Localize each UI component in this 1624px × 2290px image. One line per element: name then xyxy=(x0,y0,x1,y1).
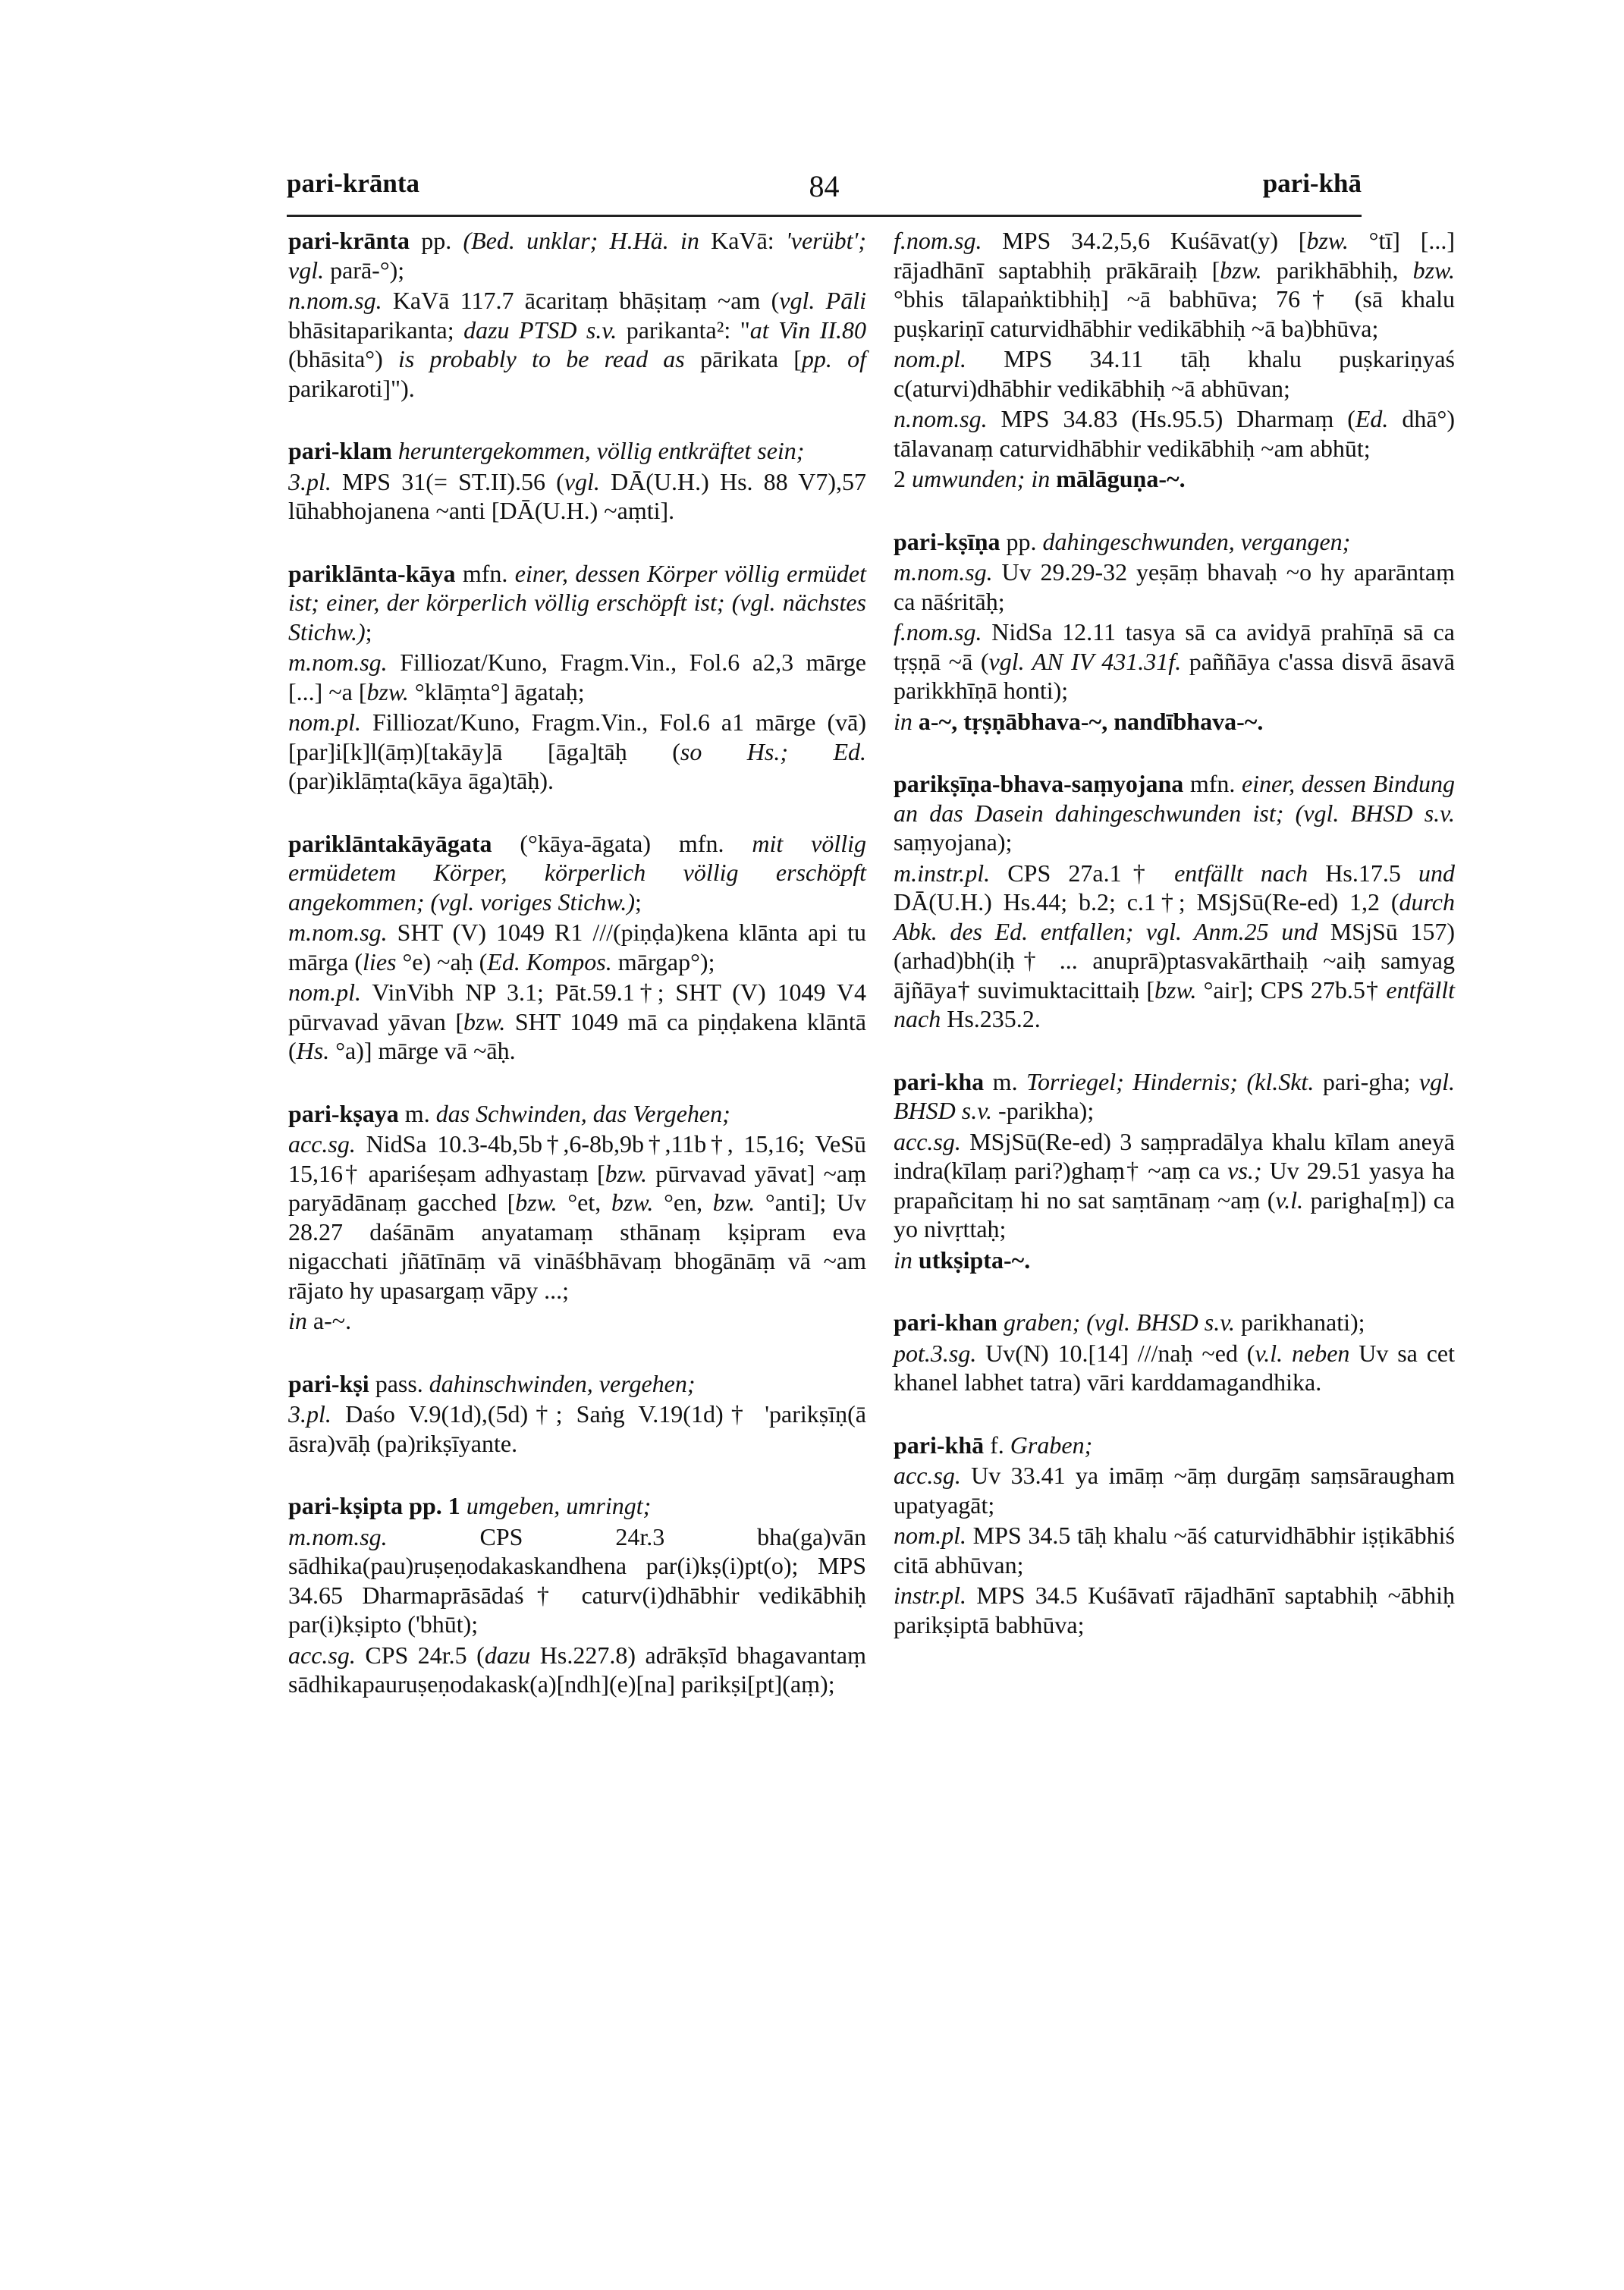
entry-pari-kha-f xyxy=(894,1431,1455,1640)
headword: pari-khā xyxy=(894,1431,985,1459)
definition: 'verübt'; vgl. xyxy=(288,227,867,284)
text: KaVā 117.7 ācaritaṃ bhāṣitaṃ ~am ( xyxy=(382,287,780,314)
citation xyxy=(288,708,866,796)
definition: einer, dessen Körper völlig ermüdet ist; einer, der körperlich völlig erschöpft ist; (vgl. nächstes Stichw.) xyxy=(288,559,867,646)
in-label: in xyxy=(894,707,913,735)
citation xyxy=(894,404,1455,463)
citation xyxy=(288,978,866,1066)
definition: einer, dessen Bindung an das Dasein dahingeschwunden ist; (vgl. BHSD s.v. xyxy=(894,770,1456,827)
text: Daśo V.9(1d),(5d)†; Saṅg V.19(1d)† 'parikṣīṇ(ā āsra)vāḥ (pa)rikṣīyante. xyxy=(288,1400,866,1457)
text: pari-gha; xyxy=(1314,1067,1419,1095)
definition: dahingeschwunden, vergangen; xyxy=(1042,527,1351,555)
entry-pariklanta-kaya xyxy=(288,559,866,796)
left-column xyxy=(288,226,866,1732)
definition: heruntergekommen, völlig entkräftet sein; xyxy=(391,437,805,464)
citation xyxy=(288,467,866,526)
text: °e) ~aḥ ( xyxy=(396,947,488,975)
text: MSjSū 157) (arhad)bh(iḥ† ... anuprā)ptasvakārthaiḥ ~aiḥ samyag ājñāya† suvimuktacittaiḥ [ xyxy=(894,917,1456,1004)
compound: utkṣipta-~. xyxy=(912,1246,1031,1274)
pos: pp. xyxy=(410,227,463,254)
grammar-label: nom.pl. xyxy=(894,1522,966,1549)
text: CPS 24r.3 bha(ga)vān sādhika(pau)ruṣeṇodakaskandhena par(i)kṣ(i)pt(o); MPS 34.65 Dharmaprāsādaś† caturv(i)dhābhir vedikābhiḥ par(i)kṣipto ('bhūt); xyxy=(288,1522,866,1638)
definition: mit völlig ermüdetem Körper, körperlich völlig erschöpft angekommen; (vgl. voriges Stichw.) xyxy=(288,829,867,916)
ref: v.l. neben xyxy=(1255,1339,1350,1367)
citation xyxy=(288,1399,866,1458)
entry-pari-klam xyxy=(288,436,866,526)
text: DĀ(U.H.) Hs.44; b.2; c.1†; MSjSū(Re-ed) 1,2 ( xyxy=(894,888,1399,916)
ref: bzw. xyxy=(366,677,409,705)
grammar-label: nom.pl. xyxy=(288,708,361,736)
text: SHT 1049 mā ca piṇḍakena klāntā ( xyxy=(288,1007,867,1064)
right-column xyxy=(894,226,1455,1673)
text: parikhābhiḥ, xyxy=(1261,256,1413,284)
citation xyxy=(894,859,1455,1034)
ref: bzw. xyxy=(605,1159,648,1187)
definition: (Bed. unklar; H.Hä. in xyxy=(463,227,699,254)
entry-pari-kranta xyxy=(288,226,866,403)
ref: bzw. xyxy=(712,1189,755,1216)
ref: pp. of xyxy=(801,345,867,372)
ref: entfällt nach xyxy=(1174,859,1308,887)
ref: is probably to be read as xyxy=(397,345,685,372)
text: Uv 33.41 ya imāṃ ~āṃ durgāṃ saṃsāraugham upatyagāt; xyxy=(894,1462,1455,1519)
text: MPS 34.5 tāḥ khalu ~āś caturvidhābhir iṣṭikābhiś citā abhūvan; xyxy=(894,1522,1455,1578)
text: °anti]; Uv 28.27 daśānām anyatamaṃ sthānaṃ kṣipram eva nigacchati jñātīnāṃ vā vināśbhāvaṃ bhogānāṃ vā ~am rājato hy upasargaṃ vāpy ...; xyxy=(288,1189,867,1304)
text: bhāsitaparikanta; xyxy=(288,316,464,344)
ref: durch Abk. des Ed. entfallen; vgl. Anm.25 und xyxy=(894,888,1455,945)
grammar-label: m.nom.sg. xyxy=(288,649,388,676)
ref: dazu PTSD s.v. xyxy=(463,316,617,344)
text: -parikha); xyxy=(992,1097,1095,1124)
pos: mfn. xyxy=(455,559,515,587)
page-number: 84 xyxy=(809,169,840,203)
text: °bhis tālapaṅktibhiḥ] ~ā babhūva; 76† (sā khalu puṣkariṇī caturvidhābhir vedikābhiḥ ~ā ba)bhūva; xyxy=(894,285,1455,342)
in-label: in xyxy=(894,1246,913,1274)
citation xyxy=(894,1581,1455,1639)
definition: das Schwinden, das Vergehen; xyxy=(435,1099,730,1127)
text: °a)] mārge vā ~āḥ. xyxy=(329,1037,516,1064)
compound: mālāguṇa-~. xyxy=(1050,465,1186,492)
grammar-label: n.nom.sg. xyxy=(894,405,988,432)
text: parikanta²: " xyxy=(617,316,750,344)
headword: pari-kṣīṇa xyxy=(894,527,1000,555)
text: Uv sa cet khanel labhet tatra) vāri karddamagandhika. xyxy=(894,1339,1456,1396)
text: MPS 31(= ST.II).56 ( xyxy=(331,467,564,495)
ref: bzw. xyxy=(611,1189,654,1216)
grammar-label: m.nom.sg. xyxy=(894,558,993,586)
text: CPS 27a.1† xyxy=(990,859,1175,887)
text: Filliozat/Kuno, Fragm.Vin., Fol.6 a1 mārge (vā) [par]i[k]l(āṃ)[takāy]ā [āga]tāḥ ( xyxy=(288,708,866,765)
grammar-label: 3.pl. xyxy=(288,1400,331,1428)
text: NidSa 10.3-4b,5b†,6-8b,9b†,11b†, 15,16; VeSū 15,16† apariśeṣam adhyastaṃ [ xyxy=(288,1130,866,1187)
entry-pari-ksipta xyxy=(288,1491,866,1699)
text: Uv 29.51 yasya ha prapañcitaṃ hi no sat saṃtānaṃ ~aṃ ( xyxy=(894,1157,1456,1214)
text: (par)iklāṃta(kāya āga)tāḥ). xyxy=(288,767,554,794)
text: Uv 29.29-32 yeṣāṃ bhavaḥ ~o hy aparāntaṃ ca nāśritāḥ; xyxy=(894,558,1455,615)
headword: pari-kha xyxy=(894,1067,985,1095)
ref: bzw. xyxy=(1412,256,1455,284)
citation xyxy=(894,617,1455,705)
text: Hs.227.8) adrākṣīd bhagavantaṃ sādhikapauruṣeṇodakask(a)[ndh](e)[na] parikṣi[pt](aṃ); xyxy=(288,1641,867,1698)
grammar-label: m.nom.sg. xyxy=(288,919,388,946)
headword: pariklānta-kāya xyxy=(288,559,456,587)
text: (bhāsita°) xyxy=(288,345,398,372)
headword: pari-khan xyxy=(894,1308,997,1336)
compound-list xyxy=(894,707,1455,737)
citation xyxy=(894,1521,1455,1579)
text: parikaroti]"). xyxy=(288,374,415,402)
text: MSjSū(Re-ed) 3 saṃpradālya khalu kīlam aneyā indra(kīlaṃ pari?)ghaṃ† ~aṃ ca xyxy=(894,1127,1455,1184)
text: °en, xyxy=(653,1189,713,1216)
entry-lemma xyxy=(288,559,866,647)
header-rule xyxy=(287,215,1362,217)
ref: bzw. xyxy=(1154,975,1197,1004)
grammar-label: nom.pl. xyxy=(288,979,361,1006)
citation xyxy=(894,1339,1455,1397)
entry-lemma xyxy=(894,769,1455,857)
ref: v.l. xyxy=(1275,1186,1304,1214)
grammar-label: acc.sg. xyxy=(288,1130,356,1158)
text: parā-°); xyxy=(324,256,405,284)
citation xyxy=(288,648,866,706)
text: MPS 34.5 Kuśāvatī rājadhānī saptabhiḥ ~ābhiḥ parikṣiptā babhūva; xyxy=(894,1582,1455,1638)
text: Hs.235.2. xyxy=(941,1005,1041,1032)
grammar-label: acc.sg. xyxy=(894,1462,961,1489)
ref: vgl. BHSD s.v. xyxy=(894,1067,1456,1124)
entry-pariklantakayagata xyxy=(288,829,866,1066)
entry-lemma xyxy=(894,1308,1455,1337)
grammar-label: m.nom.sg. xyxy=(288,1522,388,1550)
ref: vgl. Pāli xyxy=(779,287,867,314)
citation xyxy=(894,344,1455,403)
compound: a-~, tṛṣṇābhava-~, nandībhava-~. xyxy=(912,707,1264,735)
ref: Hs. xyxy=(296,1037,330,1064)
entry-pari-ksi xyxy=(288,1369,866,1459)
ref: lies xyxy=(363,947,397,975)
ref: Ed. xyxy=(1355,405,1389,432)
text: dhā°) tālavanaṃ caturvidhābhir vedikābhiḥ ~am abhūt; xyxy=(894,405,1456,462)
entry-lemma xyxy=(288,226,866,284)
headword: pari-kṣaya xyxy=(288,1099,399,1127)
pos: m. xyxy=(984,1067,1027,1095)
entry-pariksina-bhava-samyojana xyxy=(894,769,1455,1034)
entry-lemma xyxy=(288,1099,866,1129)
text: CPS 24r.5 ( xyxy=(355,1641,485,1669)
citation xyxy=(288,1129,866,1305)
running-header xyxy=(287,168,1362,214)
pos: pp. xyxy=(1000,527,1043,555)
header-right-headword: pari-khā xyxy=(1262,168,1362,198)
text: KaVā: xyxy=(699,227,786,254)
entry-lemma xyxy=(288,1369,866,1399)
grammar-label: nom.pl. xyxy=(894,345,966,372)
text: mārgap°); xyxy=(611,947,715,975)
citation xyxy=(288,1641,866,1699)
text: pūrvavad yāvat] ~aṃ paryādānaṃ gacched [ xyxy=(288,1159,866,1216)
text: MPS 34.83 (Hs.95.5) Dharmaṃ ( xyxy=(987,405,1355,432)
grammar-label: instr.pl. xyxy=(894,1582,967,1609)
pos: pp. 1 xyxy=(403,1492,466,1519)
pos: m. xyxy=(398,1099,436,1127)
ref: at Vin II.80 xyxy=(749,316,867,344)
text: Hs.17.5 xyxy=(1308,859,1419,887)
definition: umgeben, umringt; xyxy=(466,1492,652,1519)
ref: bzw. xyxy=(1306,227,1349,254)
headword: parikṣīṇa-bhava-saṃyojana xyxy=(894,770,1184,797)
ref: und xyxy=(1418,859,1456,887)
text: paññāya c'assa disvā āsavā parikkhīṇā honti); xyxy=(894,647,1455,704)
grammar-label: 3.pl. xyxy=(288,467,331,495)
text: °et, xyxy=(557,1189,611,1216)
text: ; xyxy=(635,887,642,916)
grammar-label: f.nom.sg. xyxy=(894,227,982,254)
text: MPS 34.11 tāḥ khalu puṣkariṇyaś c(aturvi)dhābhir vedikābhiḥ ~ā abhūvan; xyxy=(894,345,1455,402)
grammar-label: m.instr.pl. xyxy=(894,859,991,887)
definition: Torriegel; Hindernis; (kl.Skt. xyxy=(1026,1067,1315,1095)
text: °tī] [...] rājadhānī saptabhiḥ prākāraiḥ [ xyxy=(894,227,1456,284)
headword: pariklāntakāyāgata xyxy=(288,829,492,857)
ref: entfällt nach xyxy=(894,975,1456,1032)
headword: pari-kṣi xyxy=(288,1369,369,1397)
text: saṃyojana); xyxy=(894,828,1013,856)
text: DĀ(U.H.) Hs. 88 V7),57 lūhabhojanena ~anti [DĀ(U.H.) ~aṃti]. xyxy=(288,467,867,524)
ref: vs.; xyxy=(1227,1157,1262,1184)
entry-lemma xyxy=(288,436,866,466)
text: VinVibh NP 3.1; Pāt.59.1†; SHT (V) 1049 V4 pūrvavad yāvan [ xyxy=(288,979,866,1035)
entry-lemma xyxy=(288,1491,866,1521)
text: ; xyxy=(365,617,372,646)
citation xyxy=(288,1522,866,1639)
text: °klāṃta°] āgataḥ; xyxy=(408,677,585,705)
ref: vgl. xyxy=(564,467,600,495)
ref: bzw. xyxy=(463,1007,506,1035)
sense-2 xyxy=(894,464,1455,494)
headword: pari-krānta xyxy=(288,227,410,254)
compound-list xyxy=(894,1246,1455,1275)
ref: dazu xyxy=(484,1641,531,1669)
text: °air]; CPS 27b.5† xyxy=(1196,975,1387,1004)
in-label: in xyxy=(288,1307,307,1334)
grammar-label: n.nom.sg. xyxy=(288,287,382,314)
citation xyxy=(894,558,1455,616)
entry-pari-ksaya xyxy=(288,1099,866,1336)
citation xyxy=(894,226,1455,343)
entry-pari-ksina xyxy=(894,527,1455,737)
pos: f. xyxy=(984,1431,1010,1459)
text: Filliozat/Kuno, Fragm.Vin., Fol.6 a2,3 mārge [...] ~a [ xyxy=(288,649,866,705)
citation xyxy=(288,918,866,976)
pos: (°kāya-āgata) mfn. xyxy=(492,829,752,857)
entry-pari-kha xyxy=(894,1067,1455,1275)
grammar-label: acc.sg. xyxy=(894,1127,961,1155)
ref: vgl. AN IV 431.31f. xyxy=(988,647,1182,675)
ref: bzw. xyxy=(1220,256,1262,284)
grammar-label: pot.3.sg. xyxy=(894,1339,977,1367)
definition: dahinschwinden, vergehen; xyxy=(429,1369,696,1397)
entry-continuation xyxy=(894,226,1455,494)
entry-pari-khan xyxy=(894,1308,1455,1397)
headword: pari-kṣipta xyxy=(288,1492,404,1519)
definition: graben; (vgl. BHSD s.v. xyxy=(997,1308,1236,1336)
ref: bzw. xyxy=(515,1189,558,1216)
citation xyxy=(894,1127,1455,1244)
entry-lemma xyxy=(894,1431,1455,1460)
grammar-label: f.nom.sg. xyxy=(894,618,982,646)
grammar-label: acc.sg. xyxy=(288,1641,356,1669)
text: Uv(N) 10.[14] ///naḥ ~ed ( xyxy=(976,1339,1255,1367)
ref: so Hs.; Ed. xyxy=(680,737,867,765)
text: MPS 34.2,5,6 Kuśāvat(y) [ xyxy=(982,227,1307,254)
compound-list xyxy=(288,1306,866,1336)
citation xyxy=(894,1461,1455,1519)
definition: umwunden; in xyxy=(912,465,1051,492)
entry-lemma xyxy=(894,527,1455,557)
entry-lemma xyxy=(894,1067,1455,1126)
pos: mfn. xyxy=(1183,770,1242,797)
definition: Graben; xyxy=(1010,1431,1093,1459)
ref: Ed. Kompos. xyxy=(487,947,612,975)
text: parikhanati); xyxy=(1235,1308,1365,1336)
pos: pass. xyxy=(369,1369,429,1397)
text: a-~. xyxy=(306,1307,352,1334)
citation xyxy=(288,286,866,403)
headword: pari-klam xyxy=(288,437,392,464)
text: parigha[ṃ]) ca yo nivṛttaḥ; xyxy=(894,1186,1455,1242)
text: pārikata [ xyxy=(684,345,802,372)
text: NidSa 12.11 tasya sā ca avidyā prahīṇā sā ca tṛṣṇā ~ā ( xyxy=(894,618,1455,675)
header-left-headword: pari-krānta xyxy=(287,168,419,198)
text: SHT (V) 1049 R1 ///(piṇḍa)kena klānta api tu mārga ( xyxy=(288,919,866,975)
sense-number: 2 xyxy=(894,465,912,492)
entry-lemma xyxy=(288,829,866,917)
